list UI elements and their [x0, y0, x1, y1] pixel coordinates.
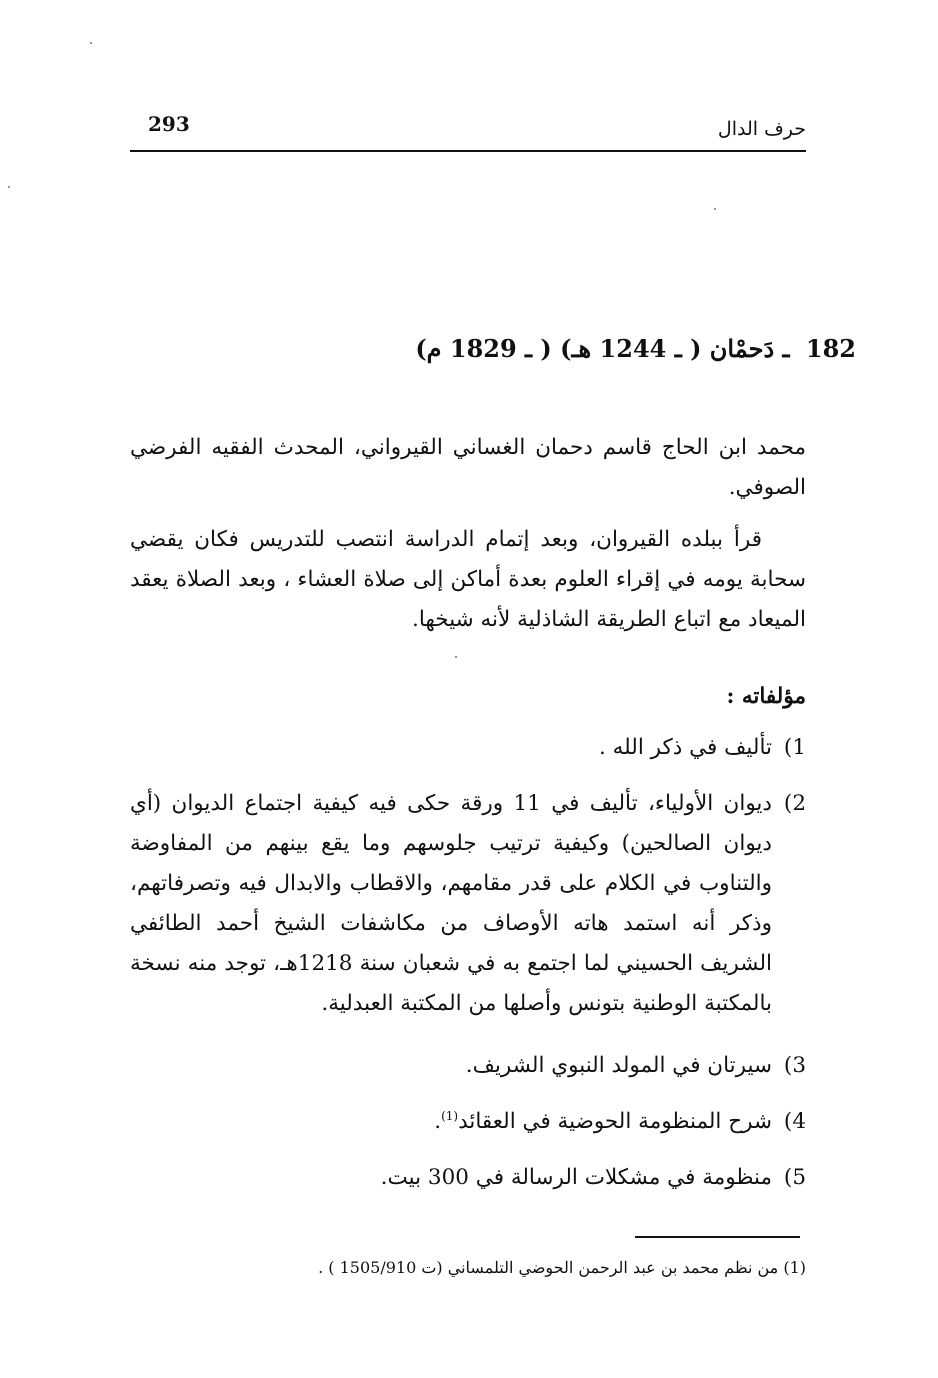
list-item	[130, 1046, 806, 1086]
entry-title: ـ دَحمْان ( ـ 1244 هـ) ( ـ 1829 م)	[415, 334, 790, 363]
list-item-text: سيرتان في المولد النبوي الشريف.	[465, 1053, 772, 1078]
works-heading: مؤلفاته :	[726, 684, 806, 709]
list-item	[130, 784, 806, 1024]
scan-speck	[455, 656, 457, 658]
scan-speck	[8, 186, 10, 188]
intro-paragraph: محمد ابن الحاج قاسم دحمان الغساني القيرواني، المحدث الفقيه الفرضي الصوفي.	[130, 435, 806, 500]
entry-heading	[156, 334, 856, 363]
list-item	[130, 1158, 806, 1198]
list-item	[130, 728, 806, 768]
page-number: 293	[148, 112, 190, 136]
running-head: حرف الدال	[717, 118, 806, 140]
list-item-text: تأليف في ذكر الله .	[598, 735, 772, 760]
list-item-number: 2)	[783, 791, 806, 816]
scan-speck	[714, 208, 716, 210]
scan-speck	[90, 42, 92, 44]
list-item-number: 1)	[783, 735, 806, 760]
header-rule	[130, 150, 806, 152]
footnote: (1) من نظم محمد بن عبد الرحمن الحوضي التلمساني (ت 1505/910 ) .	[318, 1258, 806, 1277]
list-item-number: 3)	[783, 1053, 806, 1078]
footnote-rule	[635, 1236, 800, 1238]
footnote-reference[interactable]: (1)	[441, 1108, 459, 1123]
list-item-text: منظومة في مشكلات الرسالة في 300 بيت.	[380, 1165, 772, 1190]
works-list	[130, 728, 806, 1214]
list-item-text-end: .	[434, 1109, 442, 1134]
list-item-text: ديوان الأولياء، تأليف في 11 ورقة حكى فيه كيفية اجتماع الديوان (أي ديوان الصالحين) وكيفية ترتيب جلوسهم وما يقع بينهم من المفاوضة والتناوب في الكلام على قدر مقامهم، والاقطاب والابدال فيه وتصرفاتهم، وذكر أنه استمد هاته الأوصاف من مكاشفات الشيخ أحمد الطائفي الشريف الحسيني لما اجتمع به في شعبان سنة 1218هـ، توجد منه نسخة بالمكتبة الوطنية بتونس وأصلها من المكتبة العبدلية.	[130, 791, 772, 1016]
list-item	[130, 1102, 806, 1142]
biography-paragraph: قرأ ببلده القيروان، وبعد إتمام الدراسة انتصب للتدريس فكان يقضي سحابة يومه في إقراء العلوم بعدة أماكن إلى صلاة العشاء ، وبعد الصلاة يعقد الميعاد مع اتباع الطريقة الشاذلية لأنه شيخها.	[130, 527, 806, 632]
entry-number: 182	[805, 334, 856, 363]
list-item-number: 4)	[783, 1109, 806, 1134]
list-item-text: شرح المنظومة الحوضية في العقائد	[458, 1109, 772, 1134]
list-item-number: 5)	[783, 1165, 806, 1190]
